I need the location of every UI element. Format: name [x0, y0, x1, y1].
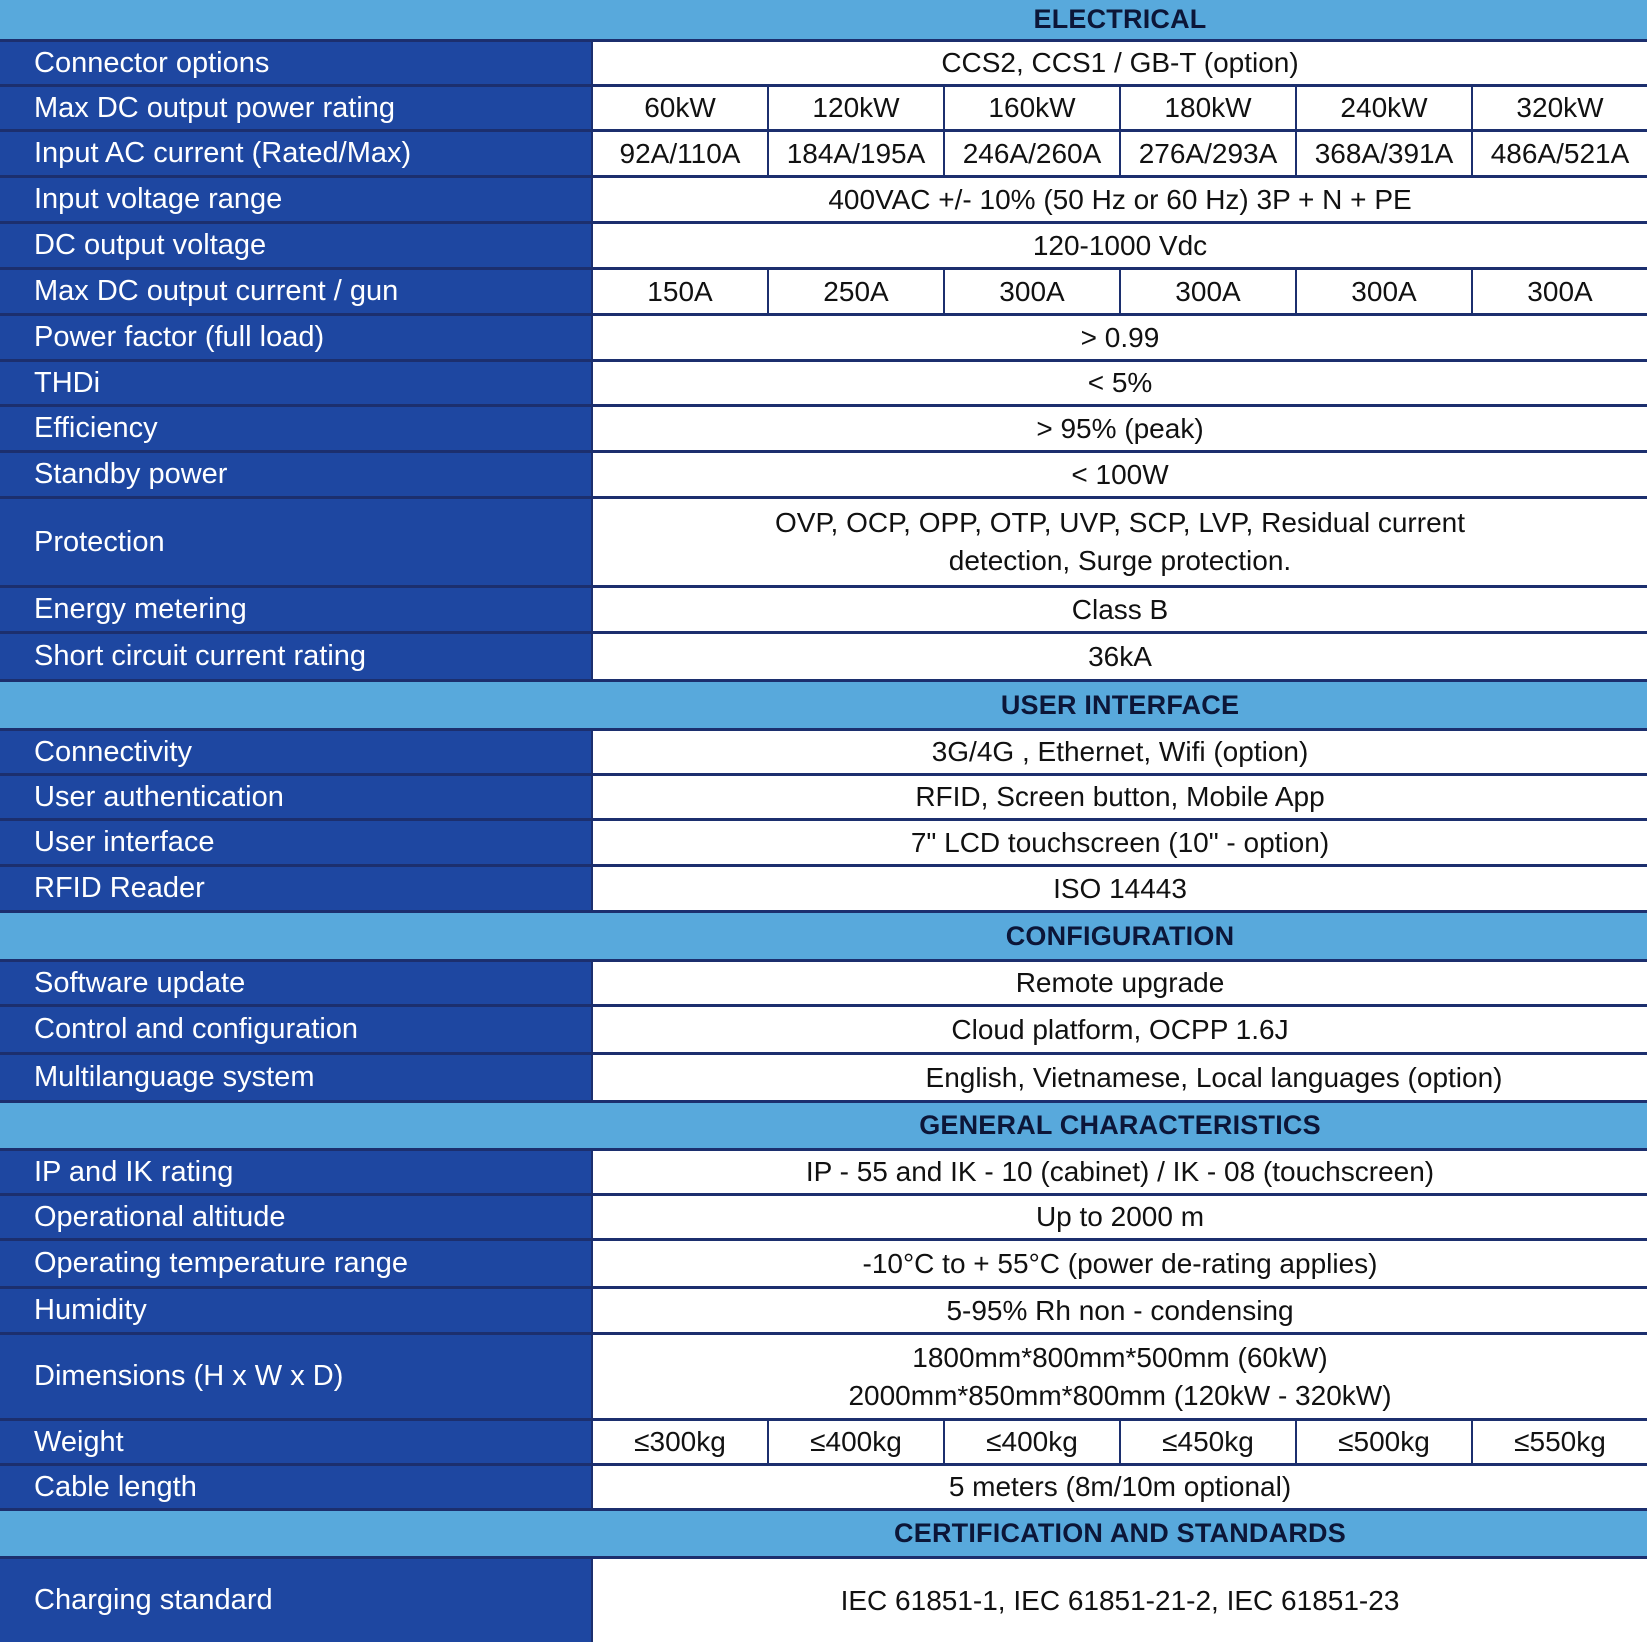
row-input-voltage	[0, 178, 1647, 224]
cell: 250A	[767, 270, 943, 313]
row-humidity	[0, 1289, 1647, 1335]
row-short-circuit	[0, 634, 1647, 682]
row-label: Operational altitude	[0, 1196, 593, 1238]
row-charging-standard	[0, 1559, 1647, 1642]
row-label: Multilanguage system	[0, 1055, 593, 1100]
row-software-update	[0, 962, 1647, 1007]
row-standby-power	[0, 453, 1647, 499]
row-value: English, Vietnamese, Local languages (option)	[925, 1061, 1503, 1093]
row-label: Software update	[0, 962, 593, 1004]
row-power-factor	[0, 316, 1647, 362]
row-value: -10°C to + 55°C (power de-rating applies)	[862, 1247, 1378, 1279]
row-thdi	[0, 362, 1647, 407]
row-label: DC output voltage	[0, 224, 593, 267]
row-value: IP - 55 and IK - 10 (cabinet) / IK - 08 (touchscreen)	[805, 1156, 1435, 1187]
row-value: 120-1000 Vdc	[1032, 229, 1208, 261]
row-value: Cloud platform, OCPP 1.6J	[951, 1013, 1289, 1045]
row-dimensions	[0, 1335, 1647, 1421]
row-connectivity	[0, 731, 1647, 776]
cell: 150A	[647, 275, 713, 307]
row-dc-output-voltage	[0, 224, 1647, 270]
row-altitude	[0, 1196, 1647, 1241]
row-value: > 95% (peak)	[1036, 412, 1204, 444]
row-value: 3G/4G , Ethernet, Wifi (option)	[931, 736, 1309, 767]
row-cells	[593, 87, 1647, 129]
section-title: CERTIFICATION AND STANDARDS	[894, 1518, 1346, 1548]
row-value: > 0.99	[1080, 321, 1160, 353]
row-efficiency	[0, 407, 1647, 453]
cell: ≤550kg	[1471, 1421, 1647, 1463]
row-cells	[593, 270, 1647, 313]
row-value: 36kA	[1088, 640, 1152, 672]
row-label: Input AC current (Rated/Max)	[0, 132, 593, 175]
section-configuration	[0, 913, 1647, 962]
row-user-interface	[0, 821, 1647, 867]
cell: ≤500kg	[1295, 1421, 1471, 1463]
cell: 184A/195A	[767, 132, 943, 175]
row-label: User authentication	[0, 776, 593, 818]
row-value: ISO 14443	[1053, 872, 1187, 904]
row-input-ac-current	[0, 132, 1647, 178]
section-title: CONFIGURATION	[1005, 920, 1235, 951]
row-connector-options	[0, 42, 1647, 87]
row-value: 7" LCD touchscreen (10" - option)	[910, 826, 1330, 858]
row-value: 400VAC +/- 10% (50 Hz or 60 Hz) 3P + N + PE	[828, 183, 1412, 215]
row-label: Power factor (full load)	[0, 316, 593, 359]
row-control-config	[0, 1007, 1647, 1055]
row-label: Efficiency	[0, 407, 593, 450]
row-label: Dimensions (H x W x D)	[0, 1335, 593, 1418]
row-value: < 5%	[1087, 367, 1153, 398]
row-multilanguage	[0, 1055, 1647, 1103]
row-label: Short circuit current rating	[0, 634, 593, 679]
cell: 300A	[1295, 270, 1471, 313]
row-label: Cable length	[0, 1466, 593, 1508]
cell: ≤400kg	[943, 1421, 1119, 1463]
row-energy-metering	[0, 588, 1647, 634]
row-label: Operating temperature range	[0, 1241, 593, 1286]
row-temperature	[0, 1241, 1647, 1289]
row-cells	[593, 132, 1647, 175]
row-label: Connector options	[0, 42, 593, 84]
cell: 300A	[1119, 270, 1295, 313]
cell: 60kW	[644, 92, 716, 123]
cell: 246A/260A	[943, 132, 1119, 175]
cell: 92A/110A	[619, 137, 741, 169]
row-value: CCS2, CCS1 / GB-T (option)	[941, 47, 1299, 78]
cell: ≤400kg	[767, 1421, 943, 1463]
cell: 240kW	[1295, 87, 1471, 129]
row-label: Connectivity	[0, 731, 593, 773]
section-title: USER INTERFACE	[1000, 689, 1240, 720]
section-title: ELECTRICAL	[1033, 4, 1207, 34]
cell: 368A/391A	[1295, 132, 1471, 175]
cell: 320kW	[1471, 87, 1647, 129]
value-line: OVP, OCP, OPP, OTP, UVP, SCP, LVP, Residual current	[774, 507, 1465, 538]
row-max-dc-current	[0, 270, 1647, 316]
value-line: 1800mm*800mm*500mm (60kW)	[912, 1341, 1328, 1373]
row-user-auth	[0, 776, 1647, 821]
row-cells	[593, 1421, 1647, 1463]
row-value: RFID, Screen button, Mobile App	[915, 781, 1325, 812]
section-user-interface	[0, 682, 1647, 731]
row-ip-ik	[0, 1151, 1647, 1196]
value-line: detection, Surge protection.	[948, 545, 1292, 576]
cell: ≤300kg	[634, 1426, 726, 1457]
value-line: 2000mm*850mm*800mm (120kW - 320kW)	[848, 1379, 1392, 1411]
row-label: RFID Reader	[0, 867, 593, 910]
row-rfid-reader	[0, 867, 1647, 913]
cell: ≤450kg	[1119, 1421, 1295, 1463]
row-label: Input voltage range	[0, 178, 593, 221]
cell: 276A/293A	[1119, 132, 1295, 175]
cell: 180kW	[1119, 87, 1295, 129]
section-general	[0, 1103, 1647, 1151]
row-value: Remote upgrade	[1015, 967, 1225, 998]
row-label: Weight	[0, 1421, 593, 1463]
row-label: Humidity	[0, 1289, 593, 1332]
row-label: THDi	[0, 362, 593, 404]
row-value: IEC 61851-1, IEC 61851-21-2, IEC 61851-23	[840, 1584, 1400, 1616]
cell: 486A/521A	[1471, 132, 1647, 175]
section-electrical	[0, 0, 1647, 42]
row-value	[593, 499, 1647, 585]
row-label: Standby power	[0, 453, 593, 496]
row-value: 5 meters (8m/10m optional)	[948, 1471, 1292, 1502]
row-label: Energy metering	[0, 588, 593, 631]
row-max-dc-power	[0, 87, 1647, 132]
section-certification	[0, 1511, 1647, 1559]
row-label: IP and IK rating	[0, 1151, 593, 1193]
row-weight	[0, 1421, 1647, 1466]
row-cable-length	[0, 1466, 1647, 1511]
row-value	[593, 1335, 1647, 1418]
row-label: Control and configuration	[0, 1007, 593, 1052]
row-value: 5-95% Rh non - condensing	[946, 1294, 1294, 1326]
row-label: Protection	[0, 499, 593, 585]
cell: 300A	[943, 270, 1119, 313]
row-value: Up to 2000 m	[1035, 1201, 1205, 1232]
row-label: Max DC output power rating	[0, 87, 593, 129]
cell: 160kW	[943, 87, 1119, 129]
cell: 300A	[1471, 270, 1647, 313]
row-value: Class B	[1071, 593, 1169, 625]
section-title: GENERAL CHARACTERISTICS	[919, 1110, 1321, 1140]
cell: 120kW	[767, 87, 943, 129]
row-label: User interface	[0, 821, 593, 864]
row-value: < 100W	[1071, 458, 1169, 490]
row-label: Charging standard	[0, 1559, 593, 1642]
row-protection	[0, 499, 1647, 588]
row-label: Max DC output current / gun	[0, 270, 593, 313]
